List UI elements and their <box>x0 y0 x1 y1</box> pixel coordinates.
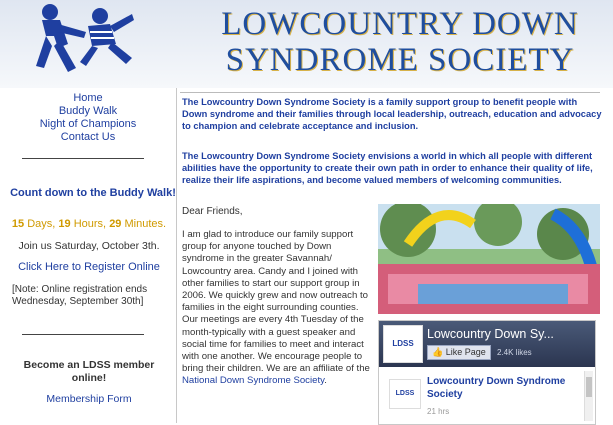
content-divider <box>180 92 600 93</box>
scrollbar-thumb[interactable] <box>586 377 592 397</box>
site-header <box>0 0 613 88</box>
main-content <box>180 88 613 423</box>
facebook-like-count: 2.4K likes <box>497 348 532 357</box>
site-title: LOWCOUNTRY DOWN SYNDROME SOCIETY <box>221 6 579 78</box>
registration-note: [Note: Online registration ends Wednesday, September 30th] <box>12 284 148 307</box>
countdown-days-label: Days, <box>27 218 56 230</box>
facebook-page-name[interactable]: Lowcountry Down Sy... <box>427 327 554 341</box>
facebook-like-label: Like Page <box>445 347 486 357</box>
nav-buddy-walk-link[interactable]: Buddy Walk <box>58 105 118 117</box>
facebook-post-logo[interactable]: LDSS <box>389 379 421 409</box>
countdown-hours: 19 <box>58 218 71 230</box>
letter-body <box>182 229 372 388</box>
register-online-link[interactable]: Click Here to Register Online <box>18 261 160 273</box>
facebook-thumb-icon: 👍 <box>432 347 444 357</box>
facebook-scrollbar[interactable] <box>584 371 593 421</box>
facebook-like-button[interactable] <box>427 345 491 360</box>
mission-statement: The Lowcountry Down Syndrome Society is a family support group to benefit people with Down syndrome and their families through local leadership, outreach, education and advocacy to champion and celebrate acceptance and inclusion. <box>182 97 602 131</box>
letter-end: . <box>324 375 327 387</box>
main-nav <box>0 92 176 144</box>
countdown-title: Count down to the Buddy Walk! <box>10 187 176 199</box>
countdown-timer <box>4 218 174 230</box>
membership-form-link[interactable]: Membership Form <box>46 393 132 405</box>
facebook-post <box>383 373 579 421</box>
countdown-days: 15 <box>11 218 25 230</box>
countdown-minutes-label: Minutes. <box>124 218 167 230</box>
sidebar-divider <box>22 158 144 159</box>
facebook-page-logo[interactable]: LDSS <box>383 325 423 363</box>
nav-home-link[interactable]: Home <box>73 92 103 104</box>
facebook-post-name[interactable]: Lowcountry Down Syndrome Society <box>427 376 566 400</box>
member-title: Become an LDSS member online! <box>23 359 155 384</box>
group-photo <box>378 204 600 314</box>
join-text: Join us Saturday, October 3th. <box>18 240 160 252</box>
facebook-widget <box>378 320 596 425</box>
facebook-banner <box>379 321 595 367</box>
column-divider <box>176 88 177 423</box>
children-playing-logo[interactable] <box>28 2 140 80</box>
countdown-minutes: 29 <box>109 218 122 230</box>
sidebar-divider <box>22 334 144 335</box>
vision-statement: The Lowcountry Down Syndrome Society envisions a world in which all people with different abilities have the opportunity to create their own path in order to enhance their quality of life, realize their life aspirations, and become valued members of welcoming communities. <box>182 151 593 185</box>
nav-night-of-champions-link[interactable]: Night of Champions <box>39 118 137 130</box>
letter-salutation: Dear Friends, <box>182 206 243 217</box>
nav-contact-us-link[interactable]: Contact Us <box>60 131 116 143</box>
ndss-link[interactable]: National Down Syndrome Society <box>182 375 325 387</box>
letter-text: I am glad to introduce our family support group for anyone touched by Down syndrome in the greater Savannah/ Lowcountry area. Candy and I joined with other families to start our support group in 2006. We quickly grew and now outreach to families in the eight surrounding counties. Our meetings are every 4th Tuesday of the month-typically with a guest speaker and social time for families to meet and interact with one another. We encourage people to bring their children. We are an affiliate of the <box>182 229 370 375</box>
facebook-post-time: 21 hrs <box>427 407 450 416</box>
group-photo-image <box>378 204 600 314</box>
countdown-hours-label: Hours, <box>73 218 107 230</box>
